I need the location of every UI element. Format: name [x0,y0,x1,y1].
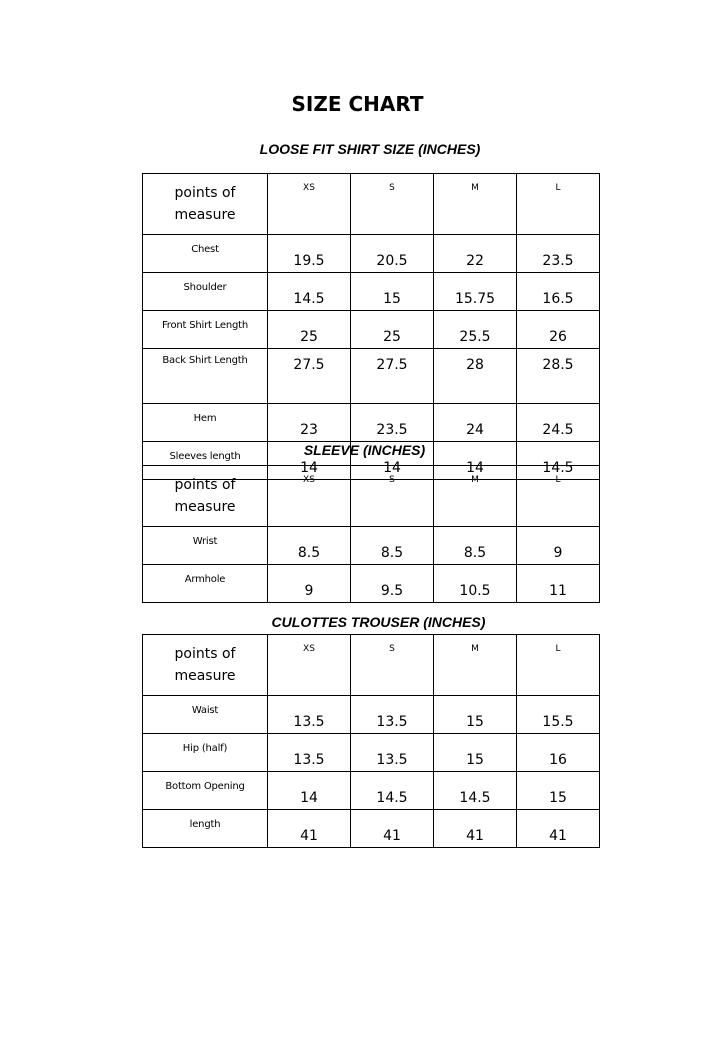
header-label: points of measure [143,174,268,235]
value-cell: 10.5 [434,565,517,603]
header-label: points of measure [143,466,268,527]
value-cell: 41 [434,810,517,848]
size-header-xs: XS [268,466,351,527]
header-label: points of measure [143,635,268,696]
shirt-section-title: LOOSE FIT SHIRT SIZE (INCHES) [259,141,481,157]
value-cell: 15.5 [517,696,600,734]
value-cell: 8.5 [268,527,351,565]
trouser-section-title: CULOTTES TROUSER (INCHES) [271,614,486,630]
table-row [143,696,600,734]
value-cell: 25 [268,311,351,349]
shirt-size-table [142,173,600,480]
value-cell: 8.5 [351,527,434,565]
value-cell: 41 [517,810,600,848]
sleeve-size-table [142,465,600,603]
table-row [143,772,600,810]
value-cell: 41 [351,810,434,848]
value-cell: 14 [434,442,517,480]
value-cell: 28.5 [517,349,600,404]
table-row [143,810,600,848]
trouser-size-table [142,634,600,848]
size-header-s: S [351,466,434,527]
value-cell: 27.5 [351,349,434,404]
size-header-s: S [351,174,434,235]
table-row [143,404,600,442]
value-cell: 14.5 [434,772,517,810]
size-header-l: L [517,635,600,696]
value-cell: 13.5 [351,734,434,772]
size-header-m: M [434,635,517,696]
table-header-row [143,174,600,235]
value-cell: 11 [517,565,600,603]
table-row [143,734,600,772]
value-cell: 24.5 [517,404,600,442]
table-row [143,349,600,404]
value-cell: 14.5 [517,442,600,480]
value-cell: 9.5 [351,565,434,603]
row-label: Front Shirt Length [143,311,268,349]
value-cell: 23.5 [517,235,600,273]
size-header-m: M [434,466,517,527]
value-cell: 41 [268,810,351,848]
value-cell: 14 [268,442,351,480]
value-cell: 15 [434,696,517,734]
table-header-row [143,635,600,696]
table-row [143,273,600,311]
row-label: Back Shirt Length [143,349,268,404]
size-header-s: S [351,635,434,696]
value-cell: 15.75 [434,273,517,311]
size-header-l: L [517,466,600,527]
value-cell: 14 [268,772,351,810]
value-cell: 27.5 [268,349,351,404]
value-cell: 25.5 [434,311,517,349]
value-cell: 14.5 [268,273,351,311]
row-label: Shoulder [143,273,268,311]
value-cell: 16 [517,734,600,772]
value-cell: 15 [434,734,517,772]
table-row [143,565,600,603]
value-cell: 23.5 [351,404,434,442]
value-cell: 19.5 [268,235,351,273]
value-cell: 24 [434,404,517,442]
value-cell: 13.5 [268,734,351,772]
value-cell: 9 [268,565,351,603]
value-cell: 14 [351,442,434,480]
sleeve-section-title: SLEEVE (INCHES) [303,442,426,458]
row-label: Armhole [143,565,268,603]
row-label: Sleeves length [143,442,268,480]
table-row [143,527,600,565]
value-cell: 20.5 [351,235,434,273]
value-cell: 22 [434,235,517,273]
table-row [143,235,600,273]
value-cell: 25 [351,311,434,349]
table-header-row [143,466,600,527]
size-header-xs: XS [268,635,351,696]
value-cell: 8.5 [434,527,517,565]
value-cell: 13.5 [268,696,351,734]
row-label: Bottom Opening [143,772,268,810]
size-header-xs: XS [268,174,351,235]
row-label: Waist [143,696,268,734]
row-label: Hip (half) [143,734,268,772]
row-label: Hem [143,404,268,442]
value-cell: 9 [517,527,600,565]
table-row [143,311,600,349]
value-cell: 23 [268,404,351,442]
row-label: Wrist [143,527,268,565]
value-cell: 16.5 [517,273,600,311]
row-label: Chest [143,235,268,273]
page-title: SIZE CHART [291,92,424,116]
value-cell: 26 [517,311,600,349]
row-label: length [143,810,268,848]
size-header-m: M [434,174,517,235]
value-cell: 15 [351,273,434,311]
value-cell: 15 [517,772,600,810]
value-cell: 28 [434,349,517,404]
value-cell: 13.5 [351,696,434,734]
size-header-l: L [517,174,600,235]
value-cell: 14.5 [351,772,434,810]
